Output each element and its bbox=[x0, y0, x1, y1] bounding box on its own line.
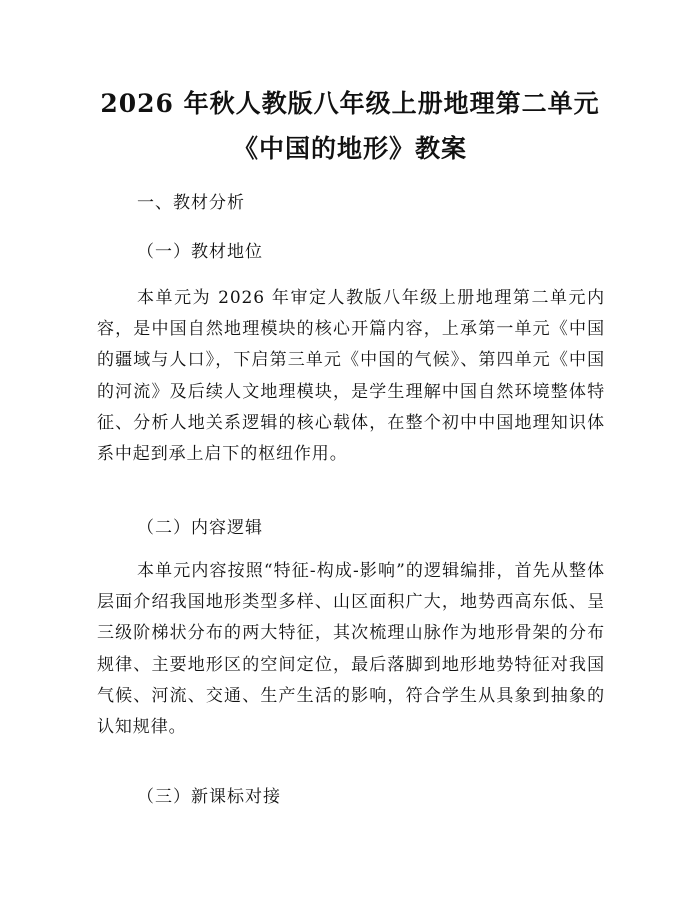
section-heading-teaching-material-analysis: 一、教材分析 bbox=[137, 193, 245, 213]
document-title-line1: 2026 年秋人教版八年级上册地理第二单元 bbox=[100, 89, 600, 118]
document-title-line2: 《中国的地形》教案 bbox=[232, 134, 467, 163]
subsection-heading-material-position: （一）教材地位 bbox=[137, 242, 263, 262]
paragraph-material-position: 本单元为 2026 年审定人教版八年级上册地理第二单元内容，是中国自然地理模块的核心开篇内容，上承第一单元《中国的疆域与人口》，下启第三单元《中国的气候》、第四单元《中国的河流》及后续人文地理模块，是学生理解中国自然环境整体特征、分析人地关系逻辑的核心载体，在整个初中中国地理知识体系中起到承上启下的枢纽作用。 bbox=[97, 288, 605, 465]
paragraph-content-logic: 本单元内容按照“特征-构成-影响”的逻辑编排，首先从整体层面介绍我国地形类型多样、山区面积广大，地势西高东低、呈三级阶梯状分布的两大特征，其次梳理山脉作为地形骨架的分布规律、主要地形区的空间定位，最后落脚到地形地势特征对我国气候、河流、交通、生产生活的影响，符合学生从具象到抽象的认知规律。 bbox=[97, 561, 605, 738]
subsection-heading-new-curriculum: （三）新课标对接 bbox=[137, 787, 281, 807]
subsection-heading-content-logic: （二）内容逻辑 bbox=[137, 518, 263, 538]
